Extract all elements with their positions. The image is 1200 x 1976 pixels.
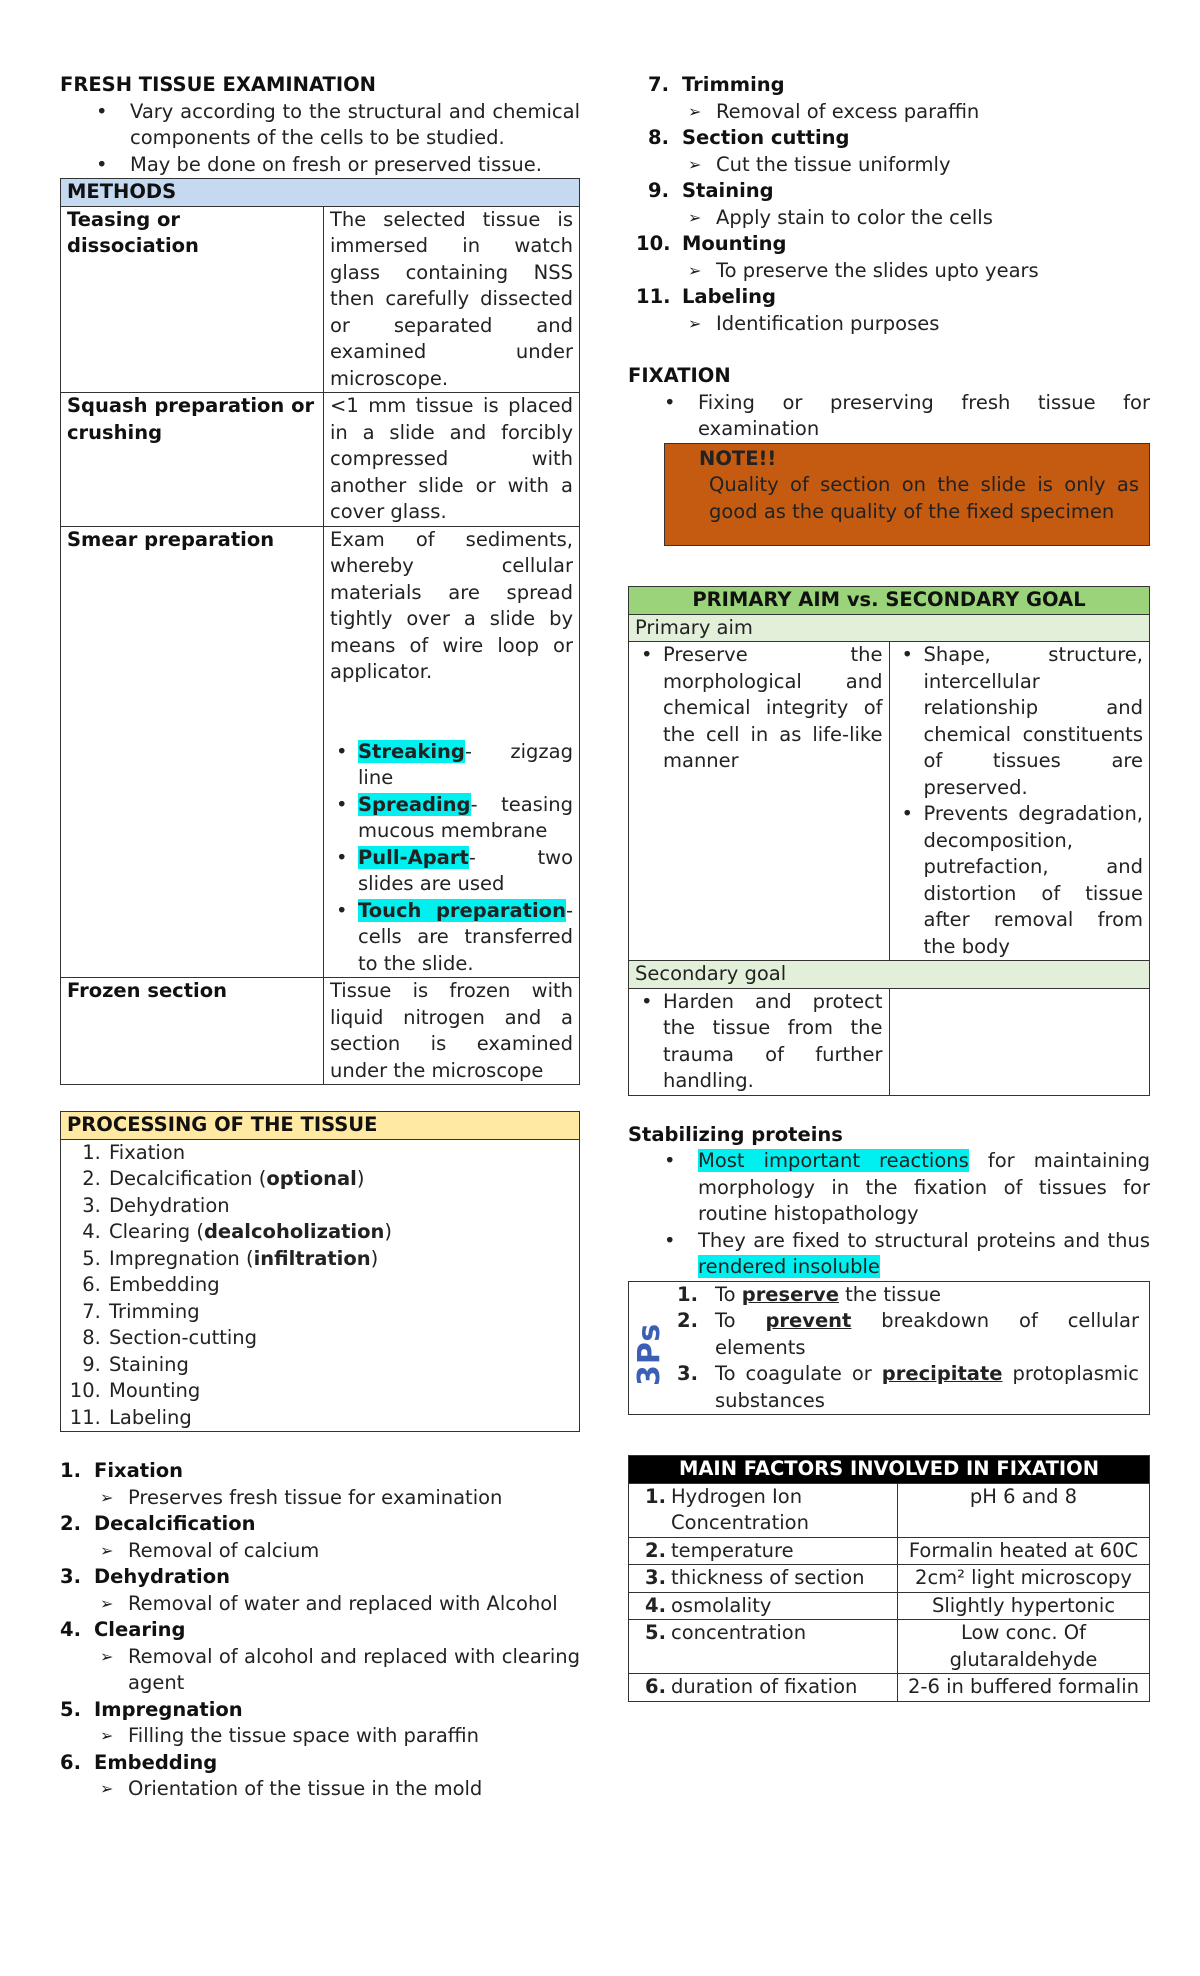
table-row xyxy=(629,1620,1150,1674)
item-text: ) xyxy=(370,1246,379,1270)
step-name: Clearing xyxy=(94,1618,186,1641)
table-row xyxy=(61,206,580,393)
text: To xyxy=(715,1309,766,1332)
list-item xyxy=(107,1246,579,1273)
list-item xyxy=(107,1272,579,1299)
table-row xyxy=(629,1537,1150,1565)
term-desc: - zigzag line xyxy=(358,739,573,789)
step-title xyxy=(648,178,1150,205)
list-item: • Shape, structure, intercellular relationship and chemical constituents of tissues are preserved. xyxy=(924,642,1144,801)
factor-cell xyxy=(629,1674,898,1702)
step-title xyxy=(60,1697,580,1724)
list-item xyxy=(358,845,573,898)
text: for maintaining morphology in the fixation of tissues for routine histopathology xyxy=(698,1149,1150,1225)
item-text: Fixation xyxy=(109,1140,186,1164)
3ps-logo: 3Ps xyxy=(632,1322,667,1386)
step-desc: ➢ Preserves fresh tissue for examination xyxy=(128,1485,580,1512)
primary-left xyxy=(629,642,890,961)
step-desc: ➢ Removal of calcium xyxy=(128,1538,580,1565)
item-text: ) xyxy=(356,1167,365,1190)
step-name: Trimming xyxy=(682,73,785,96)
list-item xyxy=(107,1219,579,1246)
step-num: 4. xyxy=(60,1618,81,1641)
factor-name: osmolality xyxy=(671,1593,772,1617)
list-item xyxy=(107,1140,579,1167)
steps-list-b xyxy=(636,72,1150,337)
table-row xyxy=(61,978,580,1085)
processing-table xyxy=(60,1111,580,1432)
text: protoplasmic substances xyxy=(715,1362,1139,1412)
table-row xyxy=(629,1592,1150,1620)
factors-table xyxy=(628,1455,1150,1702)
factor-num: 2. xyxy=(645,1538,666,1562)
factor-name: duration of fixation xyxy=(671,1675,858,1698)
list-item xyxy=(698,1148,1150,1228)
item-num: 3. xyxy=(677,1362,698,1385)
list-item xyxy=(107,1193,579,1220)
step-title xyxy=(60,1511,580,1538)
item-text: ) xyxy=(384,1220,393,1243)
step-num: 1. xyxy=(60,1459,81,1482)
factor-cell xyxy=(629,1620,898,1674)
step-desc: ➢ Orientation of the tissue in the mold xyxy=(128,1776,580,1803)
highlight: rendered insoluble xyxy=(698,1255,880,1278)
item-emph: dealcoholization xyxy=(203,1220,385,1243)
table-row xyxy=(629,1483,1150,1537)
keyword: prevent xyxy=(765,1309,852,1332)
step-title xyxy=(636,231,1150,258)
step-name: Impregnation xyxy=(94,1697,243,1721)
factor-value: Low conc. Of glutaraldehyde xyxy=(898,1620,1150,1674)
note-title: NOTE!! xyxy=(699,446,777,470)
method-desc: The selected tissue is immersed in watch glass containing NSS then carefully dissected or separated and examined under microscope. xyxy=(324,206,580,393)
factor-num: 4. xyxy=(645,1593,666,1617)
factor-name: concentration xyxy=(671,1621,807,1644)
step-title xyxy=(60,1458,580,1485)
fixation-title: FIXATION xyxy=(628,364,731,387)
step-num: 8. xyxy=(648,126,669,149)
method-name: Frozen section xyxy=(61,978,324,1085)
table-row xyxy=(61,393,580,527)
list-item xyxy=(107,1166,579,1193)
text: breakdown of cellular elements xyxy=(715,1309,1139,1359)
keyword: precipitate xyxy=(881,1362,1003,1385)
aims-table xyxy=(628,586,1150,1096)
method-name: Smear preparation xyxy=(61,526,324,978)
table-row xyxy=(629,1674,1150,1702)
right-column xyxy=(628,72,1150,1702)
step-name: Dehydration xyxy=(94,1565,231,1588)
step-name: Labeling xyxy=(682,285,776,308)
step-name: Mounting xyxy=(682,232,787,255)
list-item: • Harden and protect the tissue from the trauma of further handling. xyxy=(663,989,883,1095)
table-row xyxy=(629,1565,1150,1593)
item-text: Decalcification ( xyxy=(109,1167,267,1190)
step-num: 7. xyxy=(648,73,669,96)
step-title xyxy=(60,1750,580,1777)
factor-name: temperature xyxy=(671,1538,794,1562)
term-desc: - cells are transferred to the slide. xyxy=(358,898,573,975)
factor-cell xyxy=(629,1483,898,1537)
list-item: • Fixing or preserving fresh tissue for examination xyxy=(698,390,1150,443)
method-desc: Exam of sediments, whereby cellular materials are spread tightly over a slide by means of wire loop or applicator. xyxy=(330,527,573,683)
step-name: Staining xyxy=(682,179,774,202)
item-text: Labeling xyxy=(109,1405,192,1429)
list-item: • Prevents degradation, decomposition, putrefaction, and distortion of tissue after removal from the body xyxy=(924,801,1144,960)
step-num: 3. xyxy=(60,1565,81,1588)
methods-table xyxy=(60,178,580,1085)
item-text: Section-cutting xyxy=(109,1326,258,1349)
left-column xyxy=(60,72,580,1803)
processing-cell xyxy=(61,1139,580,1432)
stabilizing-title: Stabilizing proteins xyxy=(628,1122,843,1146)
list-item xyxy=(107,1299,579,1326)
step-title xyxy=(648,125,1150,152)
step-name: Section cutting xyxy=(682,126,850,149)
item-text: Mounting xyxy=(109,1379,201,1402)
step-desc: ➢ Removal of water and replaced with Alcohol xyxy=(128,1591,580,1618)
factor-num: 3. xyxy=(645,1566,666,1589)
factor-value: 2cm² light microscopy xyxy=(898,1565,1150,1593)
step-name: Fixation xyxy=(94,1459,184,1482)
list-item: • Vary according to the structural and chemical components of the cells to be studied. xyxy=(130,99,580,152)
secondary-label: Secondary goal xyxy=(629,961,1150,989)
keyword: preserve xyxy=(741,1282,839,1306)
method-name: Teasing or dissociation xyxy=(61,206,324,393)
step-name: Decalcification xyxy=(94,1512,256,1535)
step-title xyxy=(636,284,1150,311)
method-desc: Tissue is frozen with liquid nitrogen and a section is examined under the microscope xyxy=(324,978,580,1085)
term: Spreading xyxy=(358,792,471,816)
primary-label: Primary aim xyxy=(629,614,1150,642)
term: Pull-Apart xyxy=(358,845,469,869)
step-name: Embedding xyxy=(94,1750,218,1774)
list-item xyxy=(358,792,573,845)
factor-value: pH 6 and 8 xyxy=(898,1483,1150,1537)
term: Touch preparation xyxy=(358,898,566,922)
step-num: 5. xyxy=(60,1697,81,1721)
factors-title: MAIN FACTORS INVOLVED IN FIXATION xyxy=(629,1456,1150,1484)
secondary-right xyxy=(889,988,1150,1095)
step-desc: ➢ Apply stain to color the cells xyxy=(716,205,1150,232)
secondary-left xyxy=(629,988,890,1095)
list-item: • Preserve the morphological and chemical integrity of the cell in as life-like manner xyxy=(663,642,883,775)
term: Streaking xyxy=(358,739,465,763)
list-item xyxy=(107,1405,579,1432)
step-desc: ➢ Removal of alcohol and replaced with clearing agent xyxy=(128,1644,580,1697)
step-desc: ➢ Filling the tissue space with paraffin xyxy=(128,1723,580,1750)
text: To xyxy=(715,1282,742,1306)
factor-num: 1. xyxy=(645,1484,666,1508)
factor-num: 6. xyxy=(645,1675,666,1698)
step-desc: ➢ Identification purposes xyxy=(716,311,1150,338)
factor-value: Slightly hypertonic xyxy=(898,1592,1150,1620)
item-emph: optional xyxy=(266,1167,357,1190)
step-num: 2. xyxy=(60,1512,81,1535)
step-title xyxy=(60,1564,580,1591)
factor-cell xyxy=(629,1565,898,1593)
text: To coagulate or xyxy=(715,1362,882,1385)
item-text: Embedding xyxy=(109,1273,220,1296)
list-item xyxy=(358,739,573,792)
aims-title: PRIMARY AIM vs. SECONDARY GOAL xyxy=(629,587,1150,615)
list-item xyxy=(698,1228,1150,1281)
factor-cell xyxy=(629,1592,898,1620)
fresh-title: FRESH TISSUE EXAMINATION xyxy=(60,73,376,96)
item-num: 1. xyxy=(677,1282,698,1306)
list-item xyxy=(677,1282,1139,1309)
step-desc: ➢ To preserve the slides upto years xyxy=(716,258,1150,285)
fresh-bullets xyxy=(60,99,580,179)
item-num: 2. xyxy=(677,1309,698,1332)
list-item xyxy=(107,1352,579,1379)
method-name: Squash preparation or crushing xyxy=(61,393,324,527)
method-desc-cell xyxy=(324,526,580,978)
factor-num: 5. xyxy=(645,1621,666,1644)
stabilizing-bullets xyxy=(628,1148,1150,1281)
item-text: Dehydration xyxy=(109,1193,230,1217)
list-item xyxy=(358,898,573,978)
table-row xyxy=(629,988,1150,1095)
item-text: Staining xyxy=(109,1352,189,1376)
step-num: 10. xyxy=(636,232,671,255)
factor-value: 2-6 in buffered formalin xyxy=(898,1674,1150,1702)
item-text: Clearing ( xyxy=(109,1220,204,1243)
item-text: Impregnation ( xyxy=(109,1246,254,1270)
list-item xyxy=(107,1378,579,1405)
step-desc: ➢ Removal of excess paraffin xyxy=(716,99,1150,126)
step-num: 9. xyxy=(648,179,669,202)
smear-types xyxy=(330,739,573,978)
fixation-bullets xyxy=(628,390,1150,443)
highlight: Most important reactions xyxy=(698,1149,969,1172)
note-box xyxy=(664,443,1150,547)
factor-name: thickness of section xyxy=(671,1566,865,1589)
text: the tissue xyxy=(838,1282,942,1306)
item-emph: infiltration xyxy=(253,1246,371,1270)
step-desc: ➢ Cut the tissue uniformly xyxy=(716,152,1150,179)
method-desc: <1 mm tissue is placed in a slide and forcibly compressed with another slide or with a cover glass. xyxy=(324,393,580,527)
step-title xyxy=(648,72,1150,99)
factor-value: Formalin heated at 60C xyxy=(898,1537,1150,1565)
list-item xyxy=(677,1308,1139,1361)
table-row xyxy=(61,526,580,978)
processing-list xyxy=(61,1140,579,1432)
step-num: 6. xyxy=(60,1750,81,1774)
list-item xyxy=(107,1325,579,1352)
term-desc: - teasing mucous membrane xyxy=(358,792,573,842)
processing-title: PROCESSING OF THE TISSUE xyxy=(61,1112,580,1140)
primary-right xyxy=(889,642,1150,961)
text: They are fixed to structural proteins and thus xyxy=(698,1228,1150,1252)
step-title xyxy=(60,1617,580,1644)
note-text: Quality of section on the slide is only as good as the quality of the fixed specimen xyxy=(709,473,1139,523)
table-row xyxy=(629,642,1150,961)
steps-list-a xyxy=(60,1458,580,1803)
factor-cell xyxy=(629,1537,898,1565)
item-text: Trimming xyxy=(109,1299,200,1323)
3ps-box xyxy=(628,1281,1150,1416)
list-item xyxy=(677,1361,1139,1414)
term-desc: - two slides are used xyxy=(358,845,573,895)
step-num: 11. xyxy=(636,285,671,308)
factor-name: Hydrogen Ion Concentration xyxy=(671,1484,809,1534)
methods-title: METHODS xyxy=(61,179,580,207)
list-item: • May be done on fresh or preserved tissue. xyxy=(130,152,580,179)
